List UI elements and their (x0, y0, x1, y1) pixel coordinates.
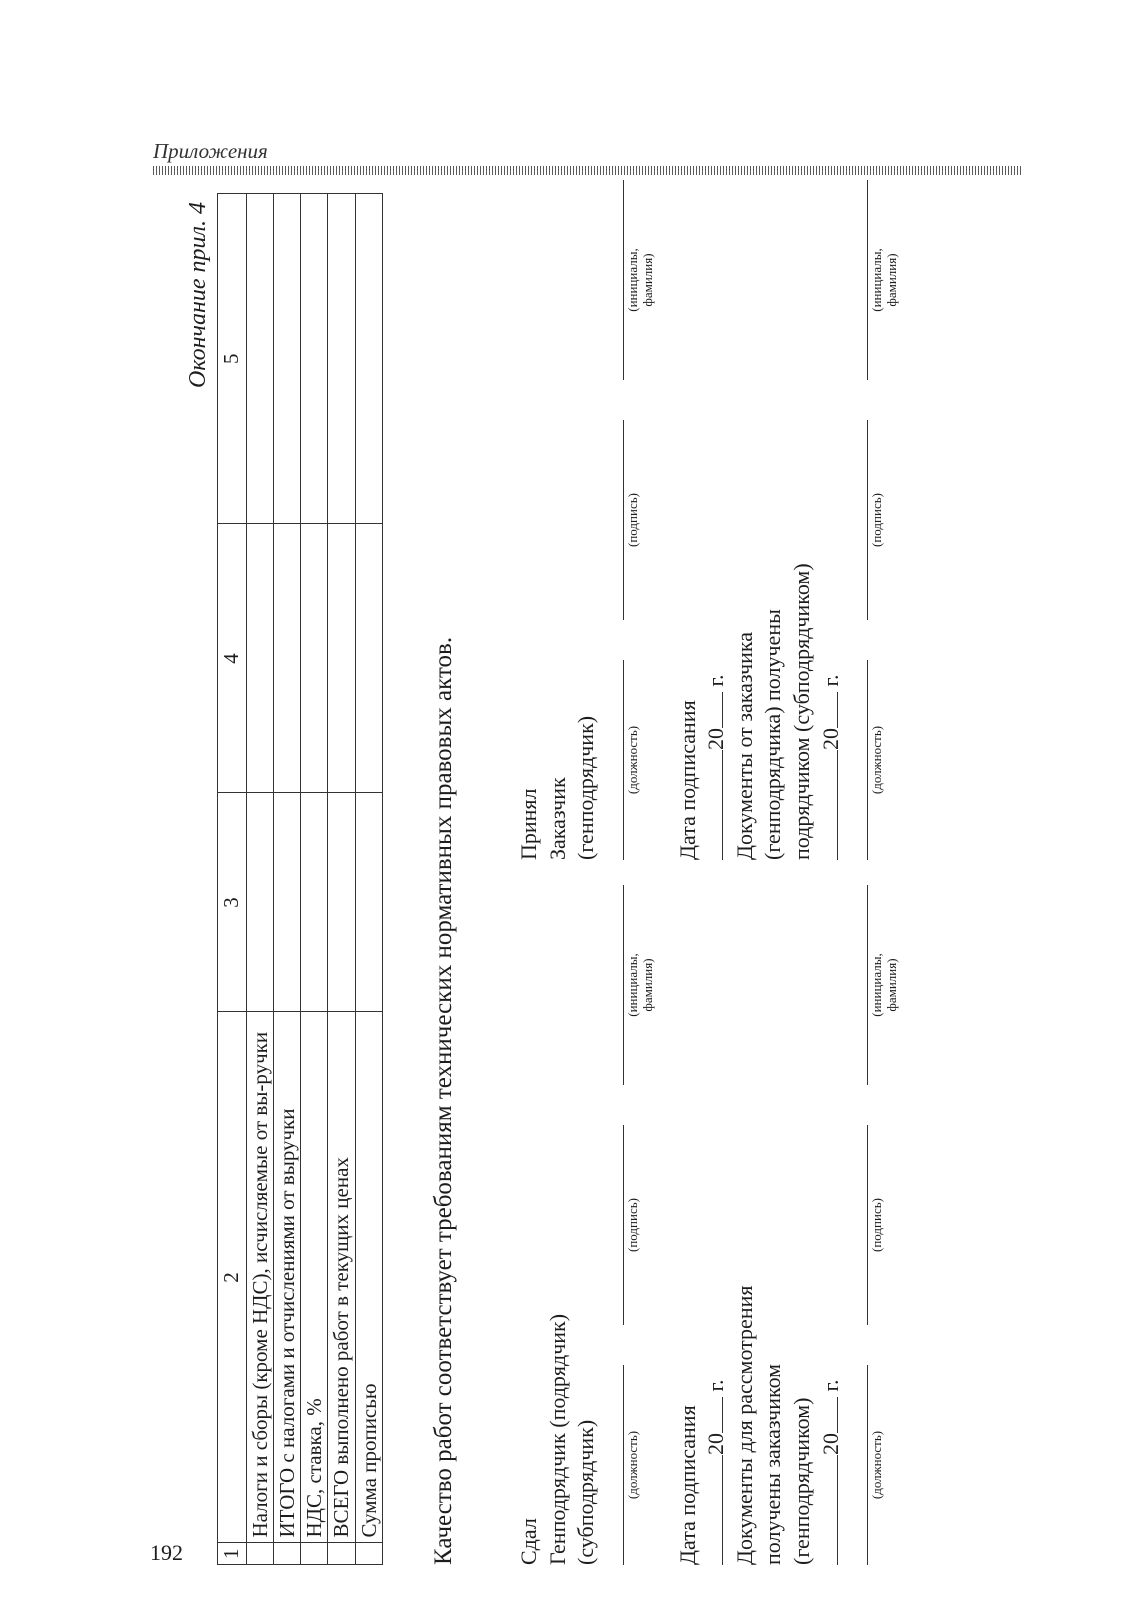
column-header-4: 4 (218, 524, 247, 793)
table-header-row (218, 194, 247, 1565)
column-header-2: 2 (218, 1012, 247, 1543)
signature-caption: (подпись) (867, 420, 900, 620)
signature-row (867, 885, 900, 1565)
running-head: Приложения (153, 139, 268, 163)
signature-row (623, 885, 656, 1565)
row-label: Налоги и сборы (кроме НДС), исчисляемые от вы-ручки (247, 1012, 274, 1543)
date-line: 20 г. (817, 180, 846, 860)
quality-statement: Качество работ соответствует требованиям технических нормативных правовых актов. (430, 636, 457, 1565)
name-caption: (инициалы, фамилия) (867, 885, 900, 1085)
table-row (328, 194, 355, 1565)
table-row (247, 194, 274, 1565)
party-line: (субподрядчик) (573, 1419, 599, 1565)
row-label: ВСЕГО выполнено работ в текущих ценах (328, 1012, 355, 1543)
row-label: ИТОГО с налогами и отчислениями от выручки (274, 1012, 301, 1543)
date-line: 20 г. (702, 180, 731, 860)
table-row (274, 194, 301, 1565)
signature-caption: (подпись) (623, 1125, 656, 1325)
docs-line: (генподрядчиком) (789, 1397, 815, 1565)
docs-line: Документы от заказчика (731, 631, 757, 860)
position-caption: (должность) (867, 660, 900, 860)
table-row (355, 194, 382, 1565)
handed-over-block (515, 885, 918, 1565)
docs-line: (генподрядчика) получены (760, 609, 786, 860)
column-header-5: 5 (218, 194, 247, 525)
party-line: (генподрядчик) (573, 715, 599, 860)
page-number: 192 (150, 1540, 183, 1565)
position-caption: (должность) (867, 1365, 900, 1565)
signature-caption: (подпись) (623, 420, 656, 620)
date-line: 20 г. (702, 885, 731, 1565)
signature-row (867, 180, 900, 860)
signature-row (623, 180, 656, 860)
docs-line: получены заказчиком (760, 1363, 786, 1565)
continuation-label: Окончание прил. 4 (185, 202, 211, 389)
date-line: 20 г. (817, 885, 846, 1565)
name-caption: (инициалы, фамилия) (623, 180, 656, 380)
party-line: Заказчик (544, 777, 570, 860)
row-label: Сумма прописью (355, 1012, 382, 1543)
name-caption: (инициалы, фамилия) (623, 885, 656, 1085)
block-title: Принял (516, 788, 541, 860)
table-row (301, 194, 328, 1565)
landscape-page (185, 182, 1025, 1590)
party-line: Генподрядчик (подрядчик) (544, 1313, 570, 1565)
row-label: НДС, ставка, % (301, 1012, 328, 1543)
position-caption: (должность) (623, 1365, 656, 1565)
signature-caption: (подпись) (867, 1125, 900, 1325)
header-rule (153, 166, 1023, 175)
position-caption: (должность) (623, 660, 656, 860)
cost-table (217, 193, 383, 1565)
docs-line: Документы для рассмотрения (731, 1285, 757, 1565)
docs-line: подрядчиком (субподрядчиком) (789, 563, 815, 860)
rotated-content (185, 182, 1025, 1590)
name-caption: (инициалы, фамилия) (867, 180, 900, 380)
column-header-3: 3 (218, 793, 247, 1012)
accepted-block (515, 180, 918, 860)
date-label: Дата подписания (674, 700, 700, 860)
block-title: Сдал (516, 1518, 541, 1565)
column-header-1: 1 (218, 1543, 247, 1565)
date-label: Дата подписания (674, 1405, 700, 1565)
